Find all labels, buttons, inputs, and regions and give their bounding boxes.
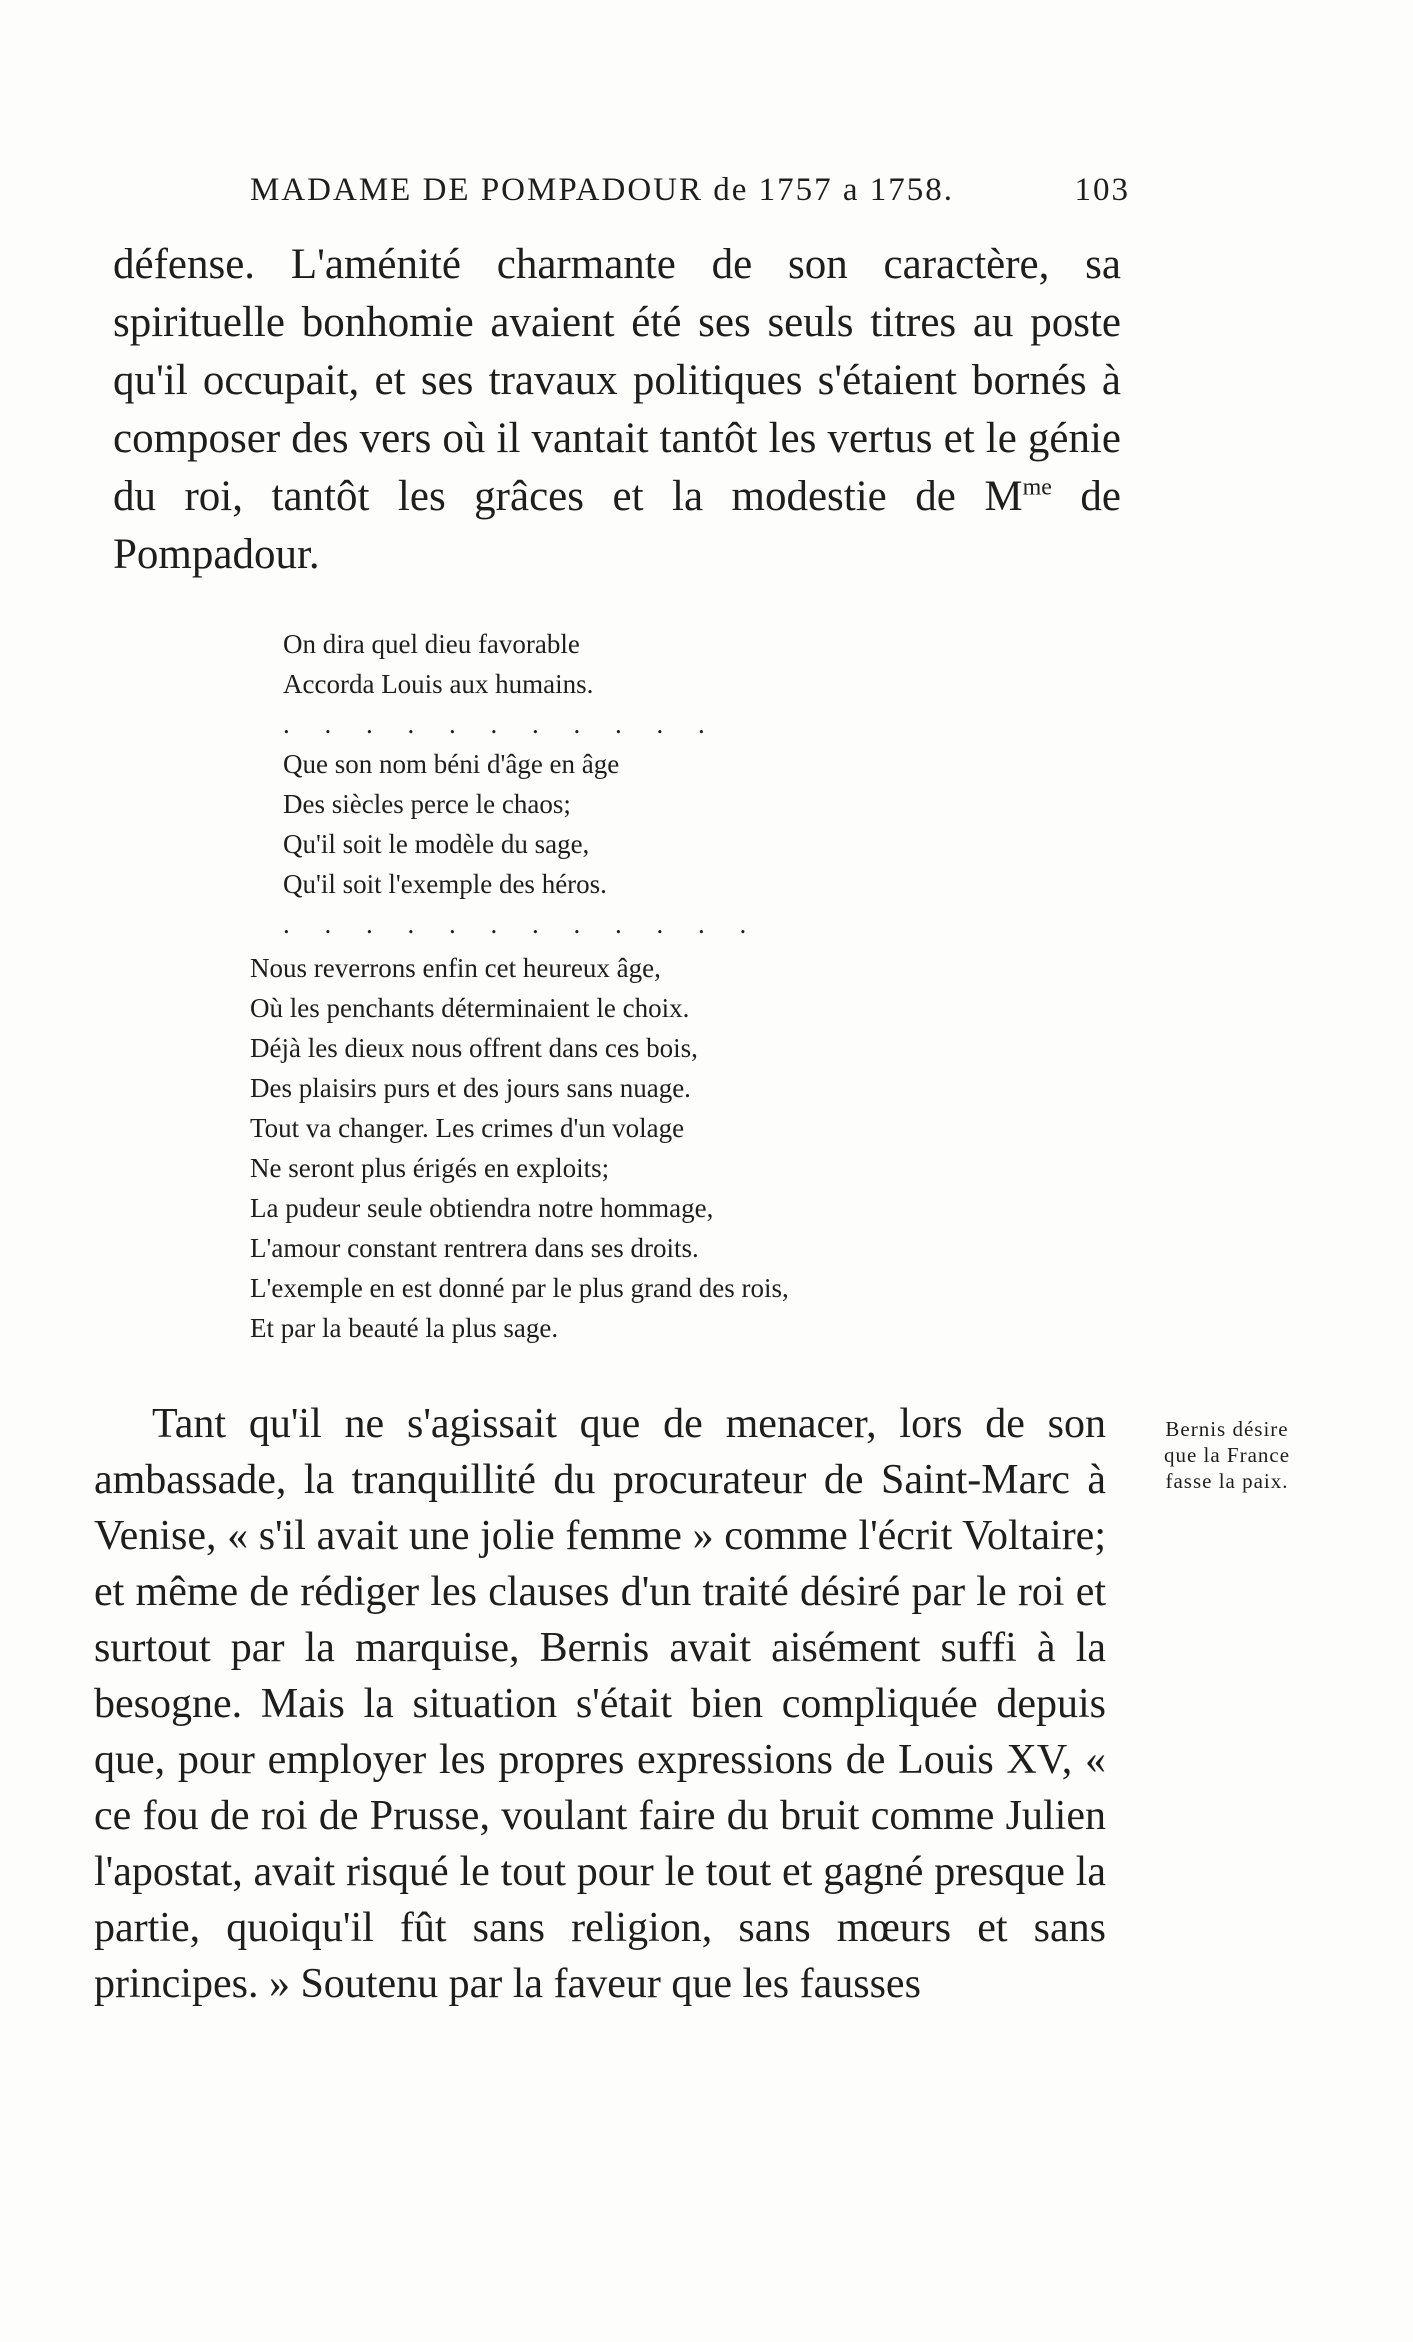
verse-line: Tout va changer. Les crimes d'un volage xyxy=(250,1113,685,1143)
verse-line: Déjà les dieux nous offrent dans ces bois, xyxy=(250,1033,698,1063)
paragraph-bernis xyxy=(94,1396,1106,2012)
verse-line: Des plaisirs purs et des jours sans nuage. xyxy=(250,1073,691,1103)
verse-line: Ne seront plus érigés en exploits; xyxy=(250,1153,610,1183)
page-header xyxy=(250,172,1130,212)
verse-ellipsis: . . . . . . . . . . . . xyxy=(283,909,761,939)
verse-line: Accorda Louis aux humains. xyxy=(283,669,594,699)
superscript-me: me xyxy=(1022,474,1052,501)
verse-line: La pudeur seule obtiendra notre hommage, xyxy=(250,1193,714,1223)
verse-line: On dira quel dieu favorable xyxy=(283,629,580,659)
verse-line: L'amour constant rentrera dans ses droits. xyxy=(250,1233,699,1263)
margin-note-line: fasse la paix. xyxy=(1165,1469,1289,1493)
margin-note xyxy=(1142,1416,1312,1494)
verse-line: Qu'il soit l'exemple des héros. xyxy=(283,869,607,899)
verse-line: Et par la beauté la plus sage. xyxy=(250,1313,559,1343)
verse-line: Des siècles perce le chaos; xyxy=(283,789,571,819)
verse-stanza-2 xyxy=(283,744,760,944)
margin-note-line: Bernis désire xyxy=(1165,1417,1289,1441)
verse-stanza-3 xyxy=(250,948,789,1348)
page-number: 103 xyxy=(1074,172,1130,208)
running-title: MADAME DE POMPADOUR de 1757 a 1758. xyxy=(250,172,955,208)
margin-note-line: que la France xyxy=(1163,1443,1291,1467)
paragraph-text xyxy=(113,236,1121,584)
verse-line: Nous reverrons enfin cet heureux âge, xyxy=(250,953,661,983)
verse-line: Que son nom béni d'âge en âge xyxy=(283,749,620,779)
verse-stanza-1 xyxy=(283,624,719,744)
verse-line: Où les penchants déterminaient le choix. xyxy=(250,993,690,1023)
verse-line: L'exemple en est donné par le plus grand des rois, xyxy=(250,1273,789,1303)
paragraph-text: Tant qu'il ne s'agissait que de menacer, lors de son ambassade, la tranquillité du procurateur de Saint-Marc à Venise, « s'il avait une jolie femme » comme l'écrit Voltaire; et même de rédiger les clauses d'un traité désiré par le roi et surtout par la marquise, Bernis avait aisément suffi à la besogne. Mais la situation s'était bien compliquée depuis que, pour employer les propres expressions de Louis XV, « ce fou de roi de Prusse, voulant faire du bruit comme Julien l'apostat, avait risqué le tout pour le tout et gagné presque la partie, quoiqu'il fût sans religion, sans mœurs et sans principes. » Soutenu par la faveur que les fausses xyxy=(94,1401,1106,2007)
verse-ellipsis: . . . . . . . . . . . xyxy=(283,709,719,739)
paragraph-defense xyxy=(113,236,1121,584)
verse-line: Qu'il soit le modèle du sage, xyxy=(283,829,590,859)
paragraph-text-main: défense. L'aménité charmante de son caractère, sa spirituelle bonhomie avaient été ses seuls titres au poste qu'il occupait, et ses travaux politiques s'étaient bornés à composer des vers où il vantait tantôt les vertus et le génie du roi, tantôt les grâces et la modestie de M xyxy=(113,241,1121,520)
paragraph-text-end: de Pompadour. xyxy=(113,473,1121,578)
